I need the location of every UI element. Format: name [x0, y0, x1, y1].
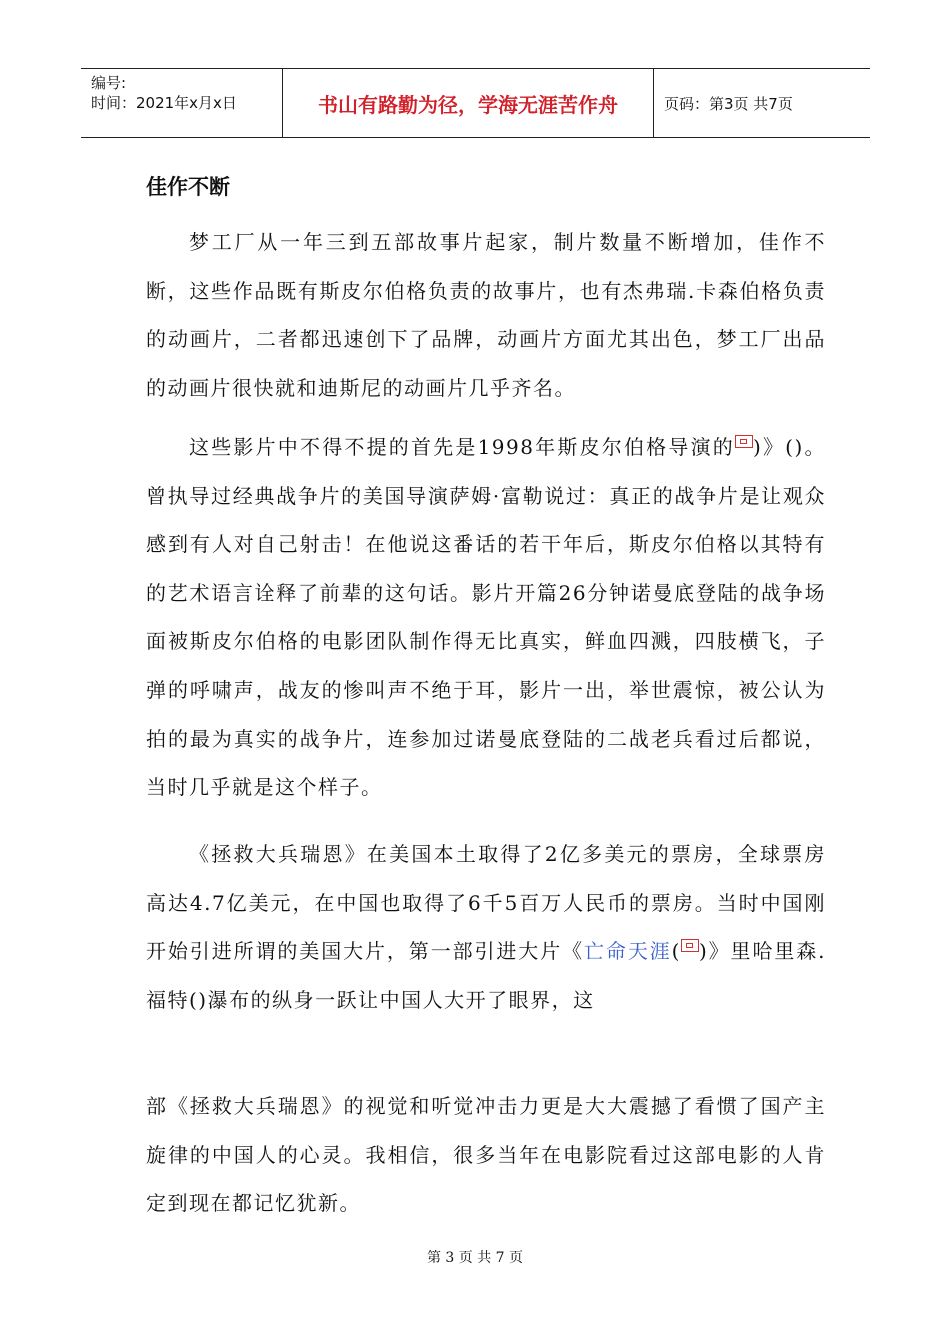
paragraph-3-text-b: (	[671, 939, 681, 964]
header-meta	[81, 69, 283, 137]
paragraph-2-text-b: )》()。曾执导过经典战争片的美国导演萨姆·富勒说过：真正的战争片是让观众感到有人对自己射击！在他说这番话的若干年后，斯皮尔伯格以其特有的艺术语言诠释了前辈的这句话。影片开篇26分钟诺曼底登陆的战争场面被斯皮尔伯格的电影团队制作得无比真实，鲜血四溅，四肢横飞，子弹的呼啸声，战友的惨叫声不绝于耳，影片一出，举世震惊，被公认为拍的最为真实的战争片，连参加过诺曼底登陆的二战老兵看过后都说，当时几乎就是这个样子。	[146, 435, 826, 800]
paragraph-4: 部《拯救大兵瑞恩》的视觉和听觉冲击力更是大大震撼了看惯了国产主旋律的中国人的心灵。我相信，很多当年在电影院看过这部电影的人肯定到现在都记忆犹新。	[146, 1094, 826, 1216]
paragraph-2	[146, 423, 826, 812]
doc-number-label: 编号:	[91, 74, 127, 92]
broken-image-icon	[735, 435, 753, 448]
header-page-info: 页码：第3页 共7页	[664, 94, 793, 113]
paragraph-3-text-a: 《拯救大兵瑞恩》在美国本土取得了2亿多美元的票房，全球票房高达4.7亿美元，在中国也取得了6千5百万人民币的票房。当时中国刚开始引进所谓的美国大片，第一部引进大片《	[146, 842, 826, 964]
movie-link[interactable]: 亡命天涯	[584, 939, 672, 964]
paragraph-1: 梦工厂从一年三到五部故事片起家，制片数量不断增加，佳作不断，这些作品既有斯皮尔伯格负责的故事片，也有杰弗瑞.卡森伯格负责的动画片，二者都迅速创下了品牌，动画片方面尤其出色，梦工厂出品的动画片很快就和迪斯尼的动画片几乎齐名。	[146, 230, 826, 400]
doc-date-label: 时间：2021年x月x日	[91, 94, 237, 112]
header-motto: 书山有路勤为径，学海无涯苦作舟	[283, 69, 654, 137]
page-header	[81, 68, 870, 138]
broken-image-icon	[681, 939, 699, 952]
page-footer: 第 3 页 共 7 页	[426, 1250, 524, 1266]
paragraph-3-text-c: )》里哈里森.福特()瀑布的纵身一跃让中国人大开了眼界，这	[146, 939, 827, 1012]
paragraph-3	[146, 830, 826, 1024]
paragraph-2-text-a: 这些影片中不得不提的首先是1998年斯皮尔伯格导演的	[189, 435, 735, 459]
section-title: 佳作不断	[146, 175, 230, 199]
